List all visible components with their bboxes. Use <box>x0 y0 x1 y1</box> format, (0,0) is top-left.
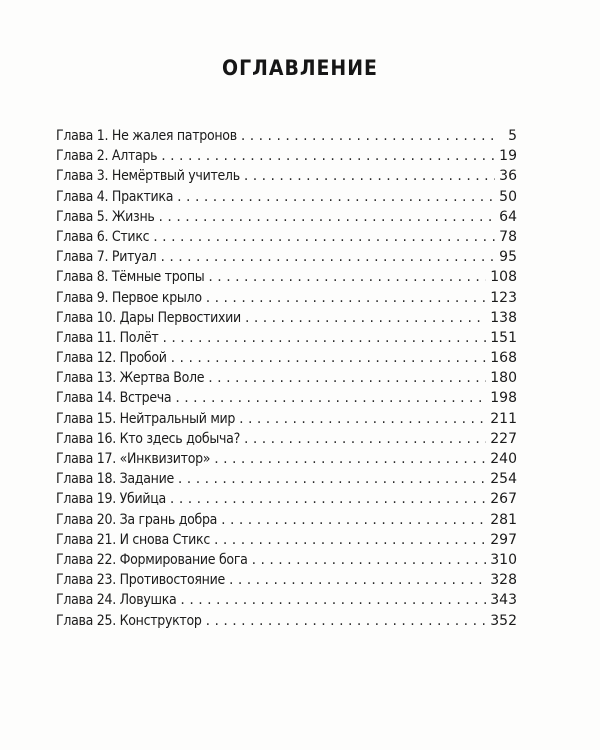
toc-entry <box>56 126 517 146</box>
dot-leader <box>160 247 495 267</box>
page-number: 123 <box>490 289 517 306</box>
chapter-title: Глава 22. Формирование бога <box>56 551 248 568</box>
chapter-title: Глава 19. Убийца <box>56 491 166 508</box>
chapter-title: Глава 20. За грань добра <box>56 511 218 528</box>
chapter-title: Глава 17. «Инквизитор» <box>56 451 211 467</box>
chapter-title: Глава 16. Кто здесь добыча? <box>56 430 240 447</box>
dot-leader <box>208 368 486 388</box>
page-number: 64 <box>499 208 517 225</box>
toc-entry <box>56 590 517 610</box>
chapter-title: Глава 7. Ритуал <box>56 249 157 266</box>
toc-entry <box>56 267 517 287</box>
dot-leader <box>208 267 486 287</box>
page-number: 180 <box>490 370 517 387</box>
chapter-title: Глава 21. И снова Стикс <box>56 531 210 548</box>
chapter-title: Глава 8. Тёмные тропы <box>56 269 205 286</box>
chapter-title: Глава 18. Задание <box>56 471 174 488</box>
chapter-title: Глава 12. Пробой <box>56 350 167 367</box>
toc-entry <box>56 207 517 227</box>
dot-leader <box>175 388 486 408</box>
page-number: 281 <box>490 511 517 528</box>
chapter-title: Глава 14. Встреча <box>56 390 172 407</box>
toc-entry <box>56 429 517 449</box>
page-number: 19 <box>499 148 517 165</box>
page-number: 310 <box>490 551 517 568</box>
dot-leader <box>229 570 486 590</box>
page-number: 138 <box>490 309 517 326</box>
page-number: 198 <box>490 390 517 407</box>
dot-leader <box>214 449 486 469</box>
dot-leader <box>180 590 486 610</box>
dot-leader <box>214 530 486 550</box>
toc-entry <box>56 328 517 348</box>
dot-leader <box>153 227 495 247</box>
chapter-title: Глава 13. Жертва Воле <box>56 370 205 387</box>
page-number: 328 <box>490 572 517 589</box>
toc-entry <box>56 611 517 631</box>
dot-leader <box>239 409 486 429</box>
dot-leader <box>206 611 487 631</box>
chapter-title: Глава 6. Стикс <box>56 228 150 245</box>
dot-leader <box>171 348 487 368</box>
dot-leader <box>244 429 486 449</box>
toc-entry <box>56 409 517 429</box>
toc-entry <box>56 288 517 308</box>
dot-leader <box>241 126 495 146</box>
page-number: 5 <box>508 128 517 144</box>
page-number: 254 <box>490 471 517 488</box>
chapter-title: Глава 1. Не жалея патронов <box>56 128 237 144</box>
page-number: 36 <box>499 168 517 185</box>
dot-leader <box>170 489 486 509</box>
page-number: 151 <box>490 329 517 346</box>
chapter-title: Глава 10. Дары Первостихии <box>56 309 241 326</box>
dot-leader <box>252 550 487 570</box>
chapter-title: Глава 25. Конструктор <box>56 612 202 629</box>
page-number: 50 <box>499 188 517 205</box>
dot-leader <box>221 510 486 530</box>
dot-leader <box>162 328 486 348</box>
table-of-contents <box>56 126 517 631</box>
page-number: 108 <box>490 269 517 286</box>
page-number: 240 <box>490 451 517 467</box>
dot-leader <box>244 166 495 186</box>
chapter-title: Глава 3. Немёртвый учитель <box>56 168 240 185</box>
toc-entry <box>56 388 517 408</box>
toc-entry <box>56 510 517 530</box>
dot-leader <box>245 308 486 328</box>
chapter-title: Глава 23. Противостояние <box>56 572 225 589</box>
chapter-title: Глава 4. Практика <box>56 188 174 205</box>
toc-entry <box>56 530 517 550</box>
toc-entry <box>56 146 517 166</box>
dot-leader <box>161 146 495 166</box>
page-number: 352 <box>490 612 517 629</box>
page-number: 95 <box>499 249 517 266</box>
chapter-title: Глава 5. Жизнь <box>56 208 155 225</box>
toc-entry <box>56 227 517 247</box>
page-number: 343 <box>490 592 517 609</box>
page-number: 78 <box>499 228 517 245</box>
toc-entry <box>56 449 517 469</box>
toc-entry <box>56 187 517 207</box>
page-number: 267 <box>490 491 517 508</box>
toc-entry <box>56 570 517 590</box>
chapter-title: Глава 11. Полёт <box>56 329 159 346</box>
dot-leader <box>178 469 486 489</box>
page-number: 211 <box>490 410 517 427</box>
toc-entry <box>56 247 517 267</box>
toc-entry <box>56 308 517 328</box>
page-number: 297 <box>490 531 517 548</box>
dot-leader <box>206 288 487 308</box>
toc-entry <box>56 469 517 489</box>
toc-entry <box>56 550 517 570</box>
dot-leader <box>177 187 495 207</box>
toc-entry <box>56 166 517 186</box>
page-number: 168 <box>490 350 517 367</box>
chapter-title: Глава 15. Нейтральный мир <box>56 410 236 427</box>
toc-entry <box>56 489 517 509</box>
toc-entry <box>56 368 517 388</box>
toc-entry <box>56 348 517 368</box>
chapter-title: Глава 9. Первое крыло <box>56 289 202 306</box>
chapter-title: Глава 24. Ловушка <box>56 592 177 609</box>
dot-leader <box>159 207 495 227</box>
page-title: ОГЛАВЛЕНИЕ <box>222 56 378 80</box>
page-number: 227 <box>490 430 517 447</box>
chapter-title: Глава 2. Алтарь <box>56 148 158 165</box>
